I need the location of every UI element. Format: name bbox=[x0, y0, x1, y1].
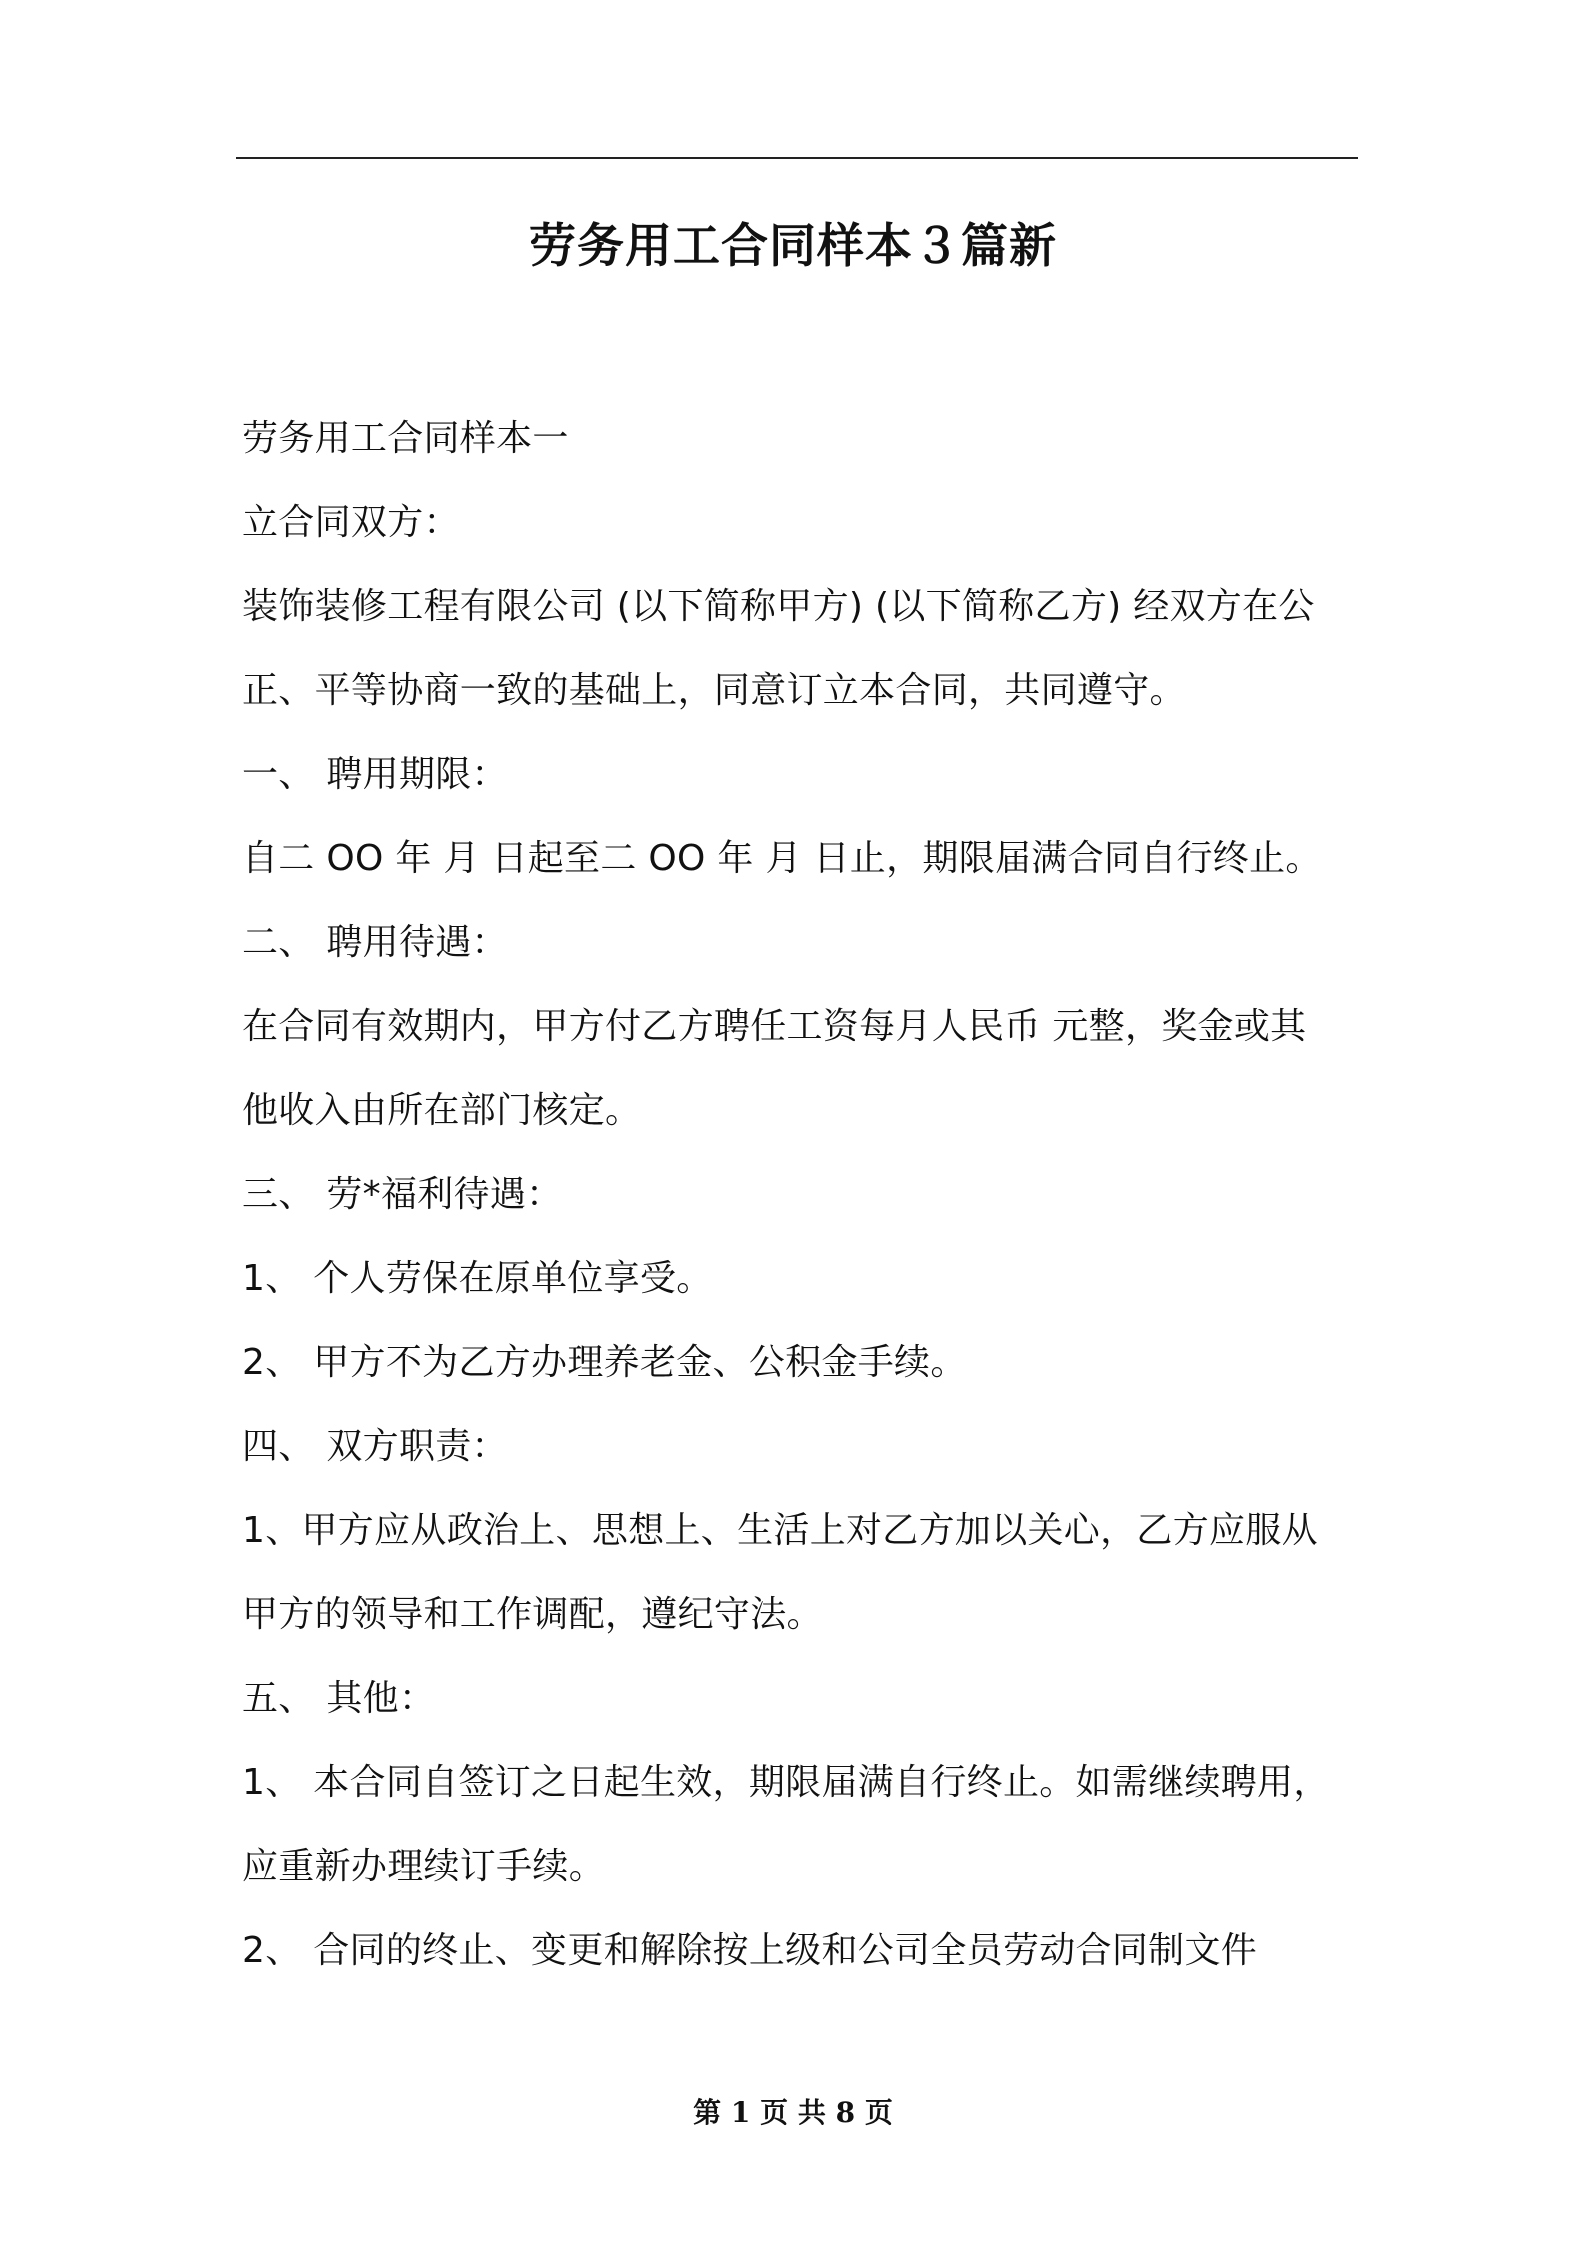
page-number: 第 1 页 共 8 页 bbox=[693, 2096, 893, 2129]
paragraph-line: 立合同双方： bbox=[242, 502, 460, 543]
paragraph-line: 应重新办理续订手续。 bbox=[242, 1846, 606, 1887]
paragraph-line: 正、平等协商一致的基础上，同意订立本合同，共同遵守。 bbox=[242, 670, 1186, 711]
document-title: 劳务用工合同样本３篇新 bbox=[529, 219, 1057, 274]
paragraph-line: 装饰装修工程有限公司 (以下简称甲方) (以下简称乙方) 经双方在公 bbox=[242, 586, 1315, 627]
paragraph-line: 在合同有效期内，甲方付乙方聘任工资每月人民币 元整，奖金或其 bbox=[242, 1006, 1307, 1047]
paragraph-line: 自二 OO 年 月 日起至二 OO 年 月 日止，期限届满合同自行终止。 bbox=[242, 838, 1322, 879]
list-item: 2、 合同的终止、变更和解除按上级和公司全员劳动合同制文件 bbox=[242, 1930, 1258, 1971]
paragraph-line: 甲方的领导和工作调配，遵纪守法。 bbox=[242, 1594, 823, 1635]
clause-heading: 四、 双方职责： bbox=[242, 1426, 508, 1467]
list-item: 1、 个人劳保在原单位享受。 bbox=[242, 1258, 713, 1299]
clause-heading: 五、 其他： bbox=[242, 1678, 436, 1719]
list-item: 1、甲方应从政治上、思想上、生活上对乙方加以关心，乙方应服从 bbox=[242, 1510, 1318, 1551]
clause-heading: 一、 聘用期限： bbox=[242, 754, 508, 795]
list-item: 1、 本合同自签订之日起生效，期限届满自行终止。如需继续聘用， bbox=[242, 1762, 1330, 1803]
clause-heading: 二、 聘用待遇： bbox=[242, 922, 508, 963]
clause-heading: 三、 劳*福利待遇： bbox=[242, 1174, 563, 1215]
document-body bbox=[242, 397, 1372, 1993]
list-item: 2、 甲方不为乙方办理养老金、公积金手续。 bbox=[242, 1342, 967, 1383]
section-heading: 劳务用工合同样本一 bbox=[242, 418, 569, 459]
header-rule bbox=[236, 157, 1358, 159]
paragraph-line: 他收入由所在部门核定。 bbox=[242, 1090, 642, 1131]
